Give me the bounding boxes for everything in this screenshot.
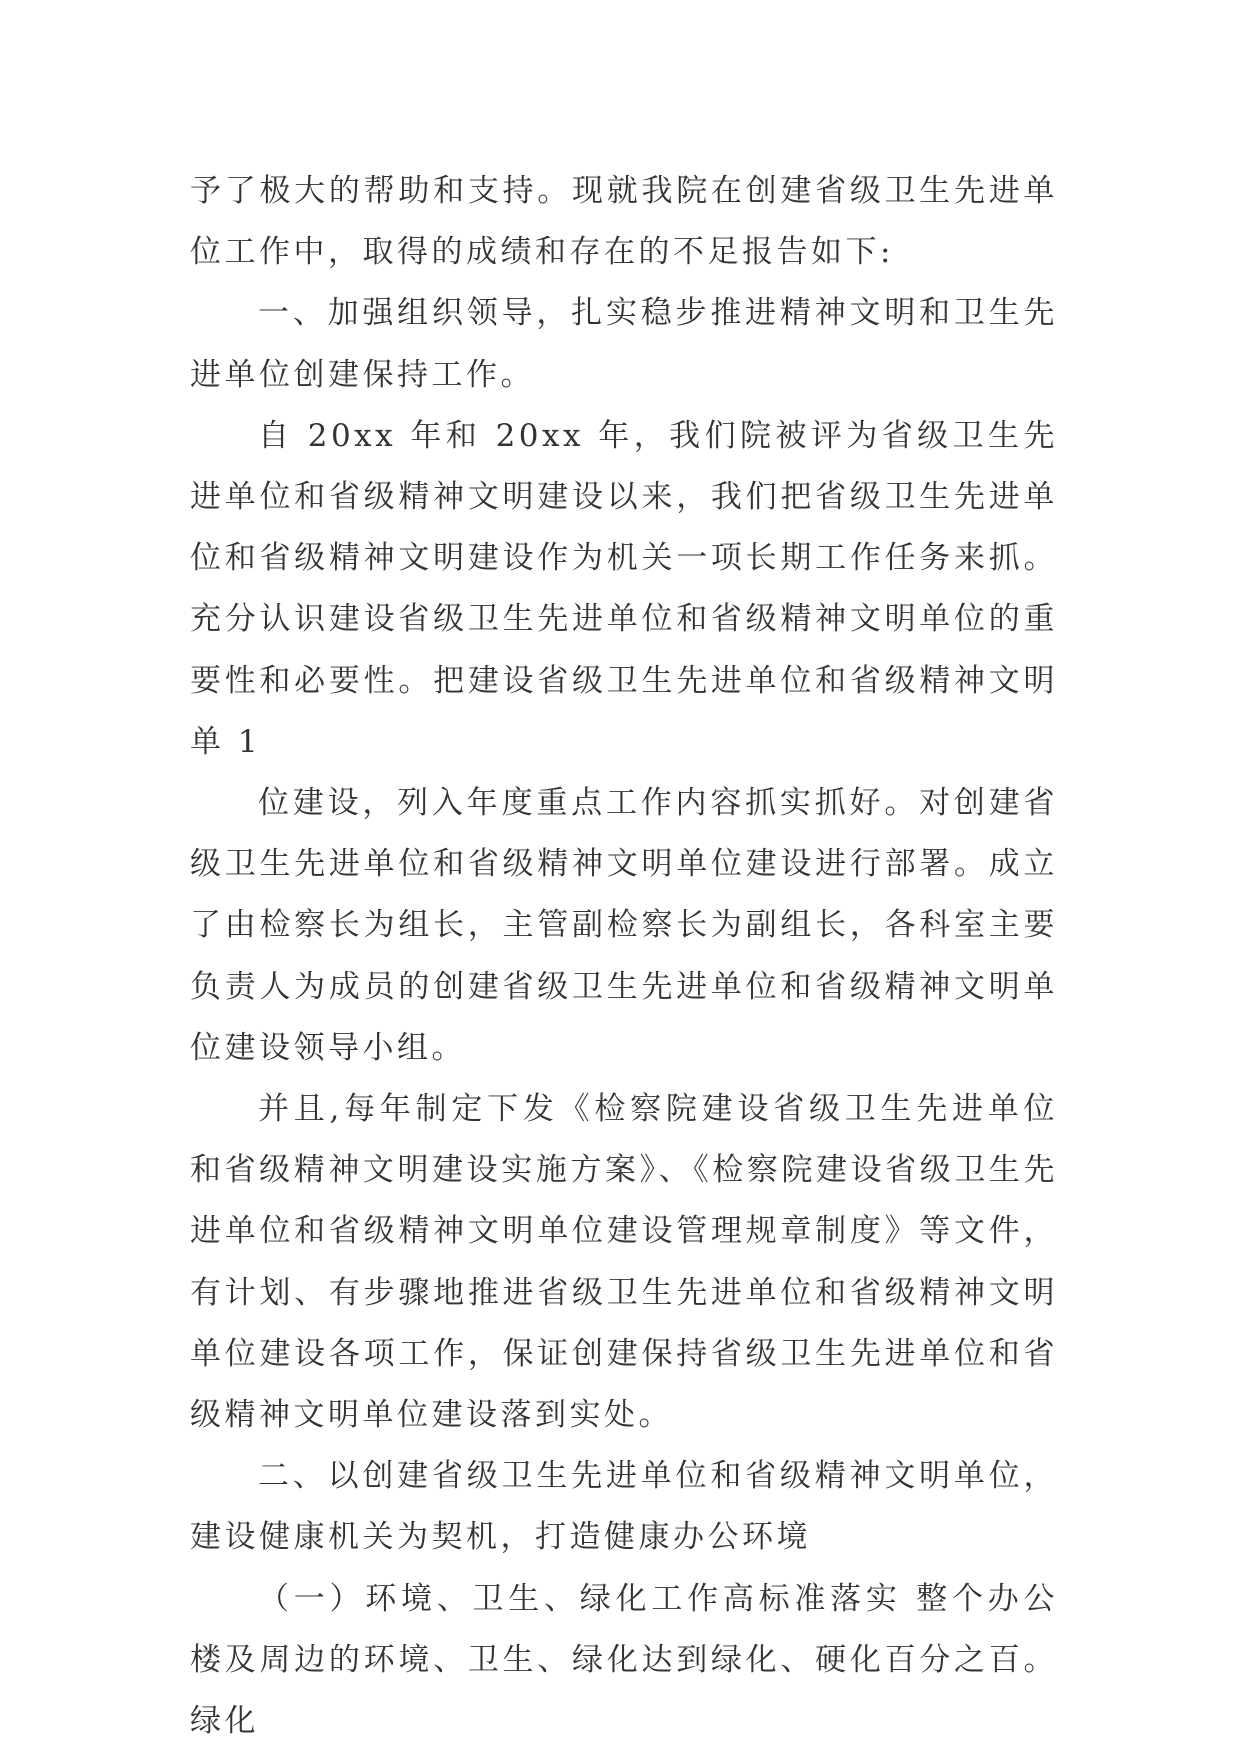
paragraph-3: 自 20xx 年和 20xx 年，我们院被评为省级卫生先进单位和省级精神文明建设以来，我们把省级卫生先进单位和省级精神文明建设作为机关一项长期工作任务来抓。 充分认识建设省级卫生先进单位和省级精神文明单位的重要性和必要性。把建设省级卫生先进单位和省级精神文明单 1: [190, 417, 1058, 760]
document-body: [190, 161, 1058, 1752]
paragraph-7: （一）环境、卫生、绿化工作高标准落实 整个办公楼及周边的环境、卫生、绿化达到绿化、硬化百分之百。绿化: [190, 1580, 1058, 1740]
paragraph-6: 二、以创建省级卫生先进单位和省级精神文明单位，建设健康机关为契机，打造健康办公环境: [190, 1458, 1058, 1556]
paragraph-2: 一、加强组织领导，扎实稳步推进精神文明和卫生先进单位创建保持工作。: [190, 295, 1058, 393]
paragraph-4: 位建设，列入年度重点工作内容抓实抓好。对创建省级卫生先进单位和省级精神文明单位建设进行部署。成立了由检察长为组长，主管副检察长为副组长，各科室主要负责人为成员的创建省级卫生先进单位和省级精神文明单位建设领导小组。: [190, 785, 1058, 1066]
paragraph-5: 并且,每年制定下发《检察院建设省级卫生先进单位和省级精神文明建设实施方案》、《检察院建设省级卫生先进单位和省级精神文明单位建设管理规章制度》等文件，有计划、有步骤地推进省级卫生先进单位和省级精神文明单位建设各项工作，保证创建保持省级卫生先进单位和省级精神文明单位建设落到实处。: [190, 1091, 1058, 1434]
paragraph-1: 予了极大的帮助和支持。现就我院在创建省级卫生先进单位工作中，取得的成绩和存在的不足报告如下:: [190, 173, 1058, 271]
